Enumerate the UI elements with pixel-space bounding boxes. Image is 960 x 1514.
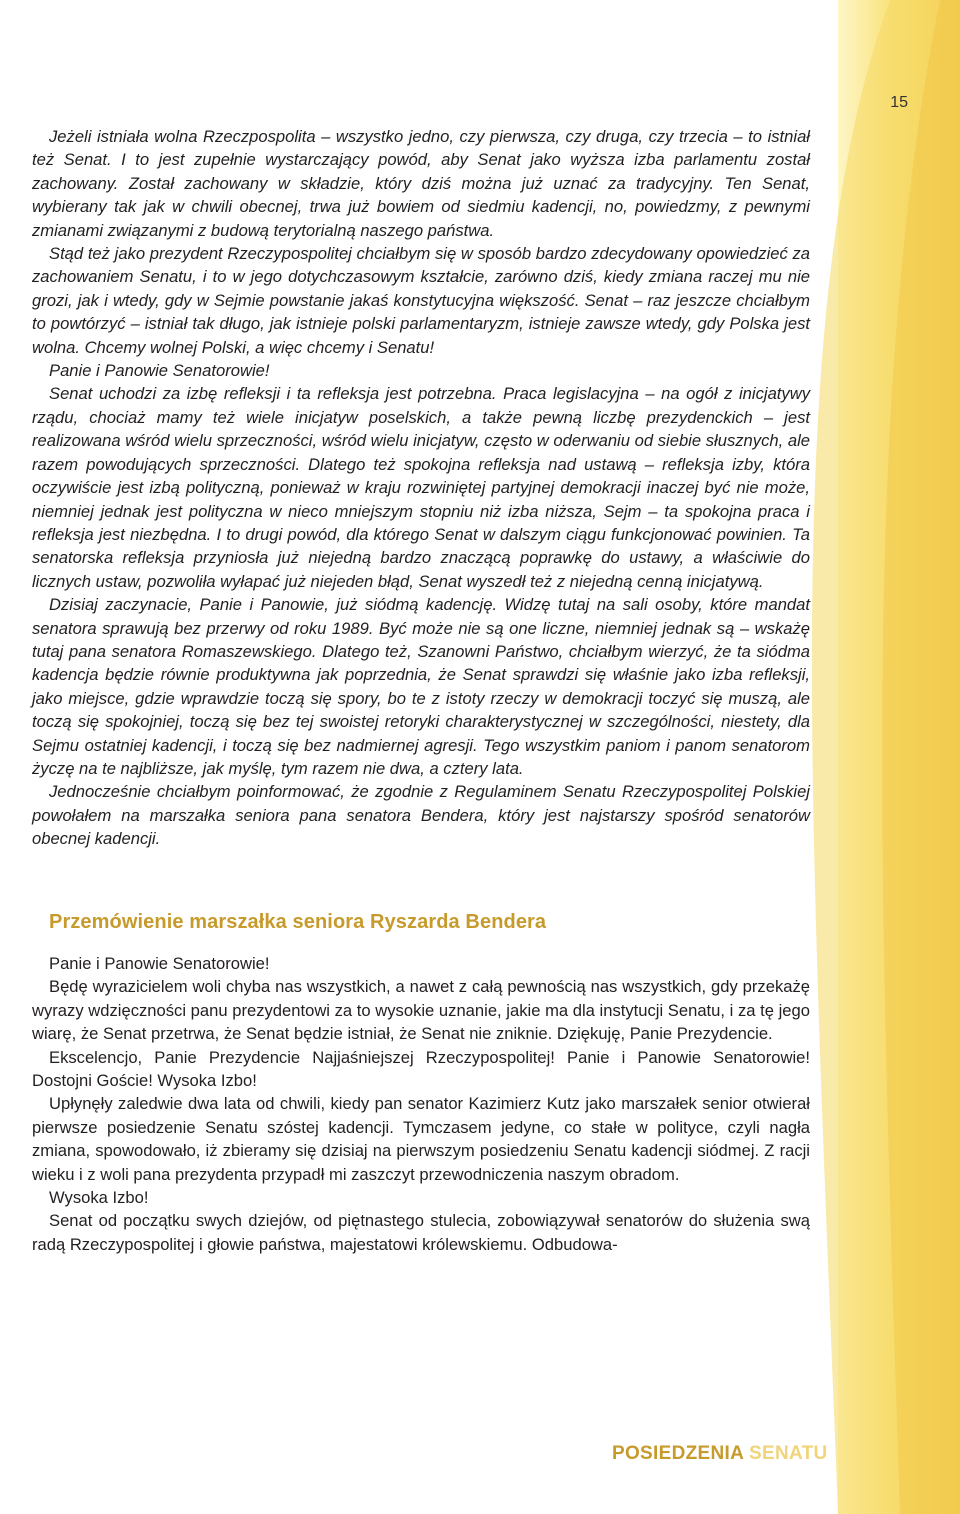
document-body <box>32 125 810 1256</box>
footer-publication-title <box>612 1443 828 1465</box>
paragraph: Panie i Panowie Senatorowie! <box>49 954 270 973</box>
paragraph: Jeżeli istniała wolna Rzeczpospolita – wszystko jedno, czy pierwsza, czy druga, czy trzecia – to istniał też Senat. I to jest zupełnie wystarczający powód, aby Senat jako wyższa izba parlamentu został zachowany. Został zachowany w składzie, który dziś można już uznać za tradycyjny. Ten Senat, wybierany tak jak w chwili obecnej, trwa już bowiem od siedmiu kadencji, no, powiedzmy, z pewnymi zmianami związanymi z budową terytorialną naszego państwa. <box>32 127 810 240</box>
paragraph: Stąd też jako prezydent Rzeczypospolitej chciałbym się w sposób bardzo zdecydowany opowiedzieć za zachowaniem Senatu, i to w jego dotychczasowym kształcie, zarówno dziś, kiedy zmiana raczej mu nie grozi, jak i wtedy, gdy w Sejmie powstanie jakaś konstytucyjna większość. Senat – raz jeszcze chciałbym to powtórzyć – istniał tak długo, jak istnieje polski parlamentaryzm, istnieje zawsze wtedy, gdy Polska jest wolna. Chcemy wolnej Polski, a więc chcemy i Senatu! <box>32 244 810 357</box>
page-number: 15 <box>890 94 908 111</box>
footer-word-posiedzenia: POSIEDZENIA <box>612 1443 744 1464</box>
paragraph: Panie i Panowie Senatorowie! <box>49 361 270 381</box>
footer-word-senatu: SENATU <box>749 1443 828 1464</box>
paragraph: Wysoka Izbo! <box>49 1188 149 1208</box>
senior-marshal-speech <box>32 952 810 1256</box>
section-title: Przemówienie marszałka seniora Ryszarda Bendera <box>49 910 547 933</box>
president-speech-excerpt <box>32 125 810 851</box>
paragraph: Upłynęły zaledwie dwa lata od chwili, kiedy pan senator Kazimierz Kutz jako marszałek senior otwierał pierwsze posiedzenie Senatu szóstej kadencji. Tymczasem jedyne, co stałe w polityce, czyli nagła zmiana, spowodowało, iż zbieramy się dzisiaj na pierwszym posiedzeniu Senatu kadencji siódmej. Z racji wieku i z woli pana prezydenta przypadł mi zaszczyt przewodniczenia naszym obradom. <box>32 1094 810 1184</box>
paragraph: Będę wyrazicielem woli chyba nas wszystkich, a nawet z całą pewnością nas wszystkich, gdy przekażę wyrazy wdzięczności panu prezydentowi za to wysokie uznanie, jakie ma dla instytucji Senatu, i za tę jego wiarę, że Senat przetrwa, że Senat będzie istniał, że Senat nie zniknie. Dziękuję, Panie Prezydencie. <box>32 977 810 1044</box>
paragraph: Senat od początku swych dziejów, od piętnastego stulecia, zobowiązywał senatorów do służenia swą radą Rzeczypospolitej i głowie państwa, majestatowi królewskiemu. Odbudowa- <box>32 1211 810 1254</box>
paragraph: Ekscelencjo, Panie Prezydencie Najjaśniejszej Rzeczypospolitej! Panie i Panowie Senatorowie! Dostojni Goście! Wysoka Izbo! <box>32 1047 810 1091</box>
paragraph: Dzisiaj zaczynacie, Panie i Panowie, już siódmą kadencję. Widzę tutaj na sali osoby, które mandat senatora sprawują bez przerwy od roku 1989. Być może nie są one liczne, niemniej jednak są – wskażę tutaj pana senatora Romaszewskiego. Dlatego też, Szanowni Państwo, chciałbym wierzyć, że ta siódma kadencja będzie równie produktywna jak poprzednia, że Senat sprawdzi się właśnie jako izba refleksji, jako miejsce, gdzie wprawdzie toczą się spory, bo te z istoty rzeczy w demokracji toczyć się muszą, ale toczą się spokojniej, toczą się bez tej swoistej retoryki charakterystycznej w szczególności, niestety, dla Sejmu ostatniej kadencji, i toczą się bez nadmiernej agresji. Tego wszystkim paniom i panom senatorom życzę na te najbliższe, jak myślę, tym razem nie dwa, a cztery lata. <box>32 595 810 778</box>
paragraph: Jednocześnie chciałbym poinformować, że zgodnie z Regulaminem Senatu Rzeczypospolitej Polskiej powołałem na marszałka seniora pana senatora Bendera, który jest najstarszy spośród senatorów obecnej kadencji. <box>32 782 810 849</box>
paragraph: Senat uchodzi za izbę refleksji i ta refleksja jest potrzebna. Praca legislacyjna – na ogół z inicjatywy rządu, chociaż mamy też wiele inicjatyw poselskich, a także pewną liczbę prezydenckich – jest realizowana wśród wielu sprzeczności, wśród wielu inicjatyw, często w oderwaniu od siebie słusznych, ale razem powodujących sprzeczności. Dlatego też spokojna refleksja nad ustawą – refleksja izby, która oczywiście jest izbą polityczną, ponieważ w kraju rozwiniętej partyjnej demokracji inaczej być nie może, niemniej jednak jest polityczna w nieco mniejszym stopniu niż izba niższa, Sejm – ta spokojna praca i refleksja jest niezbędna. I to drugi powód, dla którego Senat w dalszym ciągu funkcjonować powinien. Ta senatorska refleksja przyniosła już niejedną bardzo znaczącą poprawkę do ustawy, a właściwie do licznych ustaw, pozwoliła wyłapać już niejeden błąd, Senat wyszedł też z niejedną cenną inicjatywą. <box>32 384 810 591</box>
